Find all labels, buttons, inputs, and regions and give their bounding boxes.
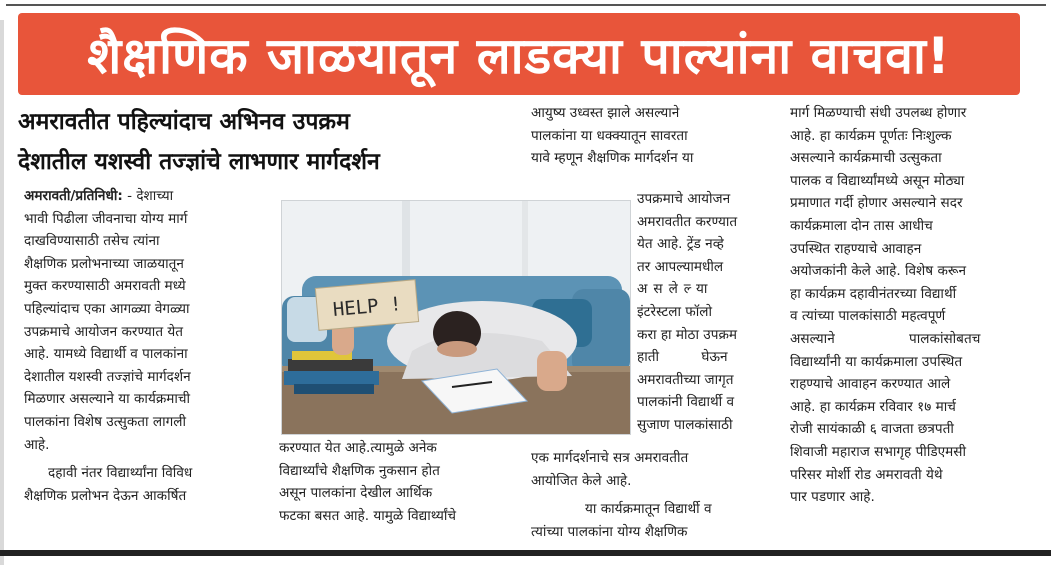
article-column-2	[279, 437, 511, 527]
text-line: व त्यांच्या पालकांसाठी महत्वपूर्ण	[790, 308, 946, 325]
text-line: आहे.	[24, 436, 50, 453]
headline-banner	[18, 13, 1020, 95]
article-column-4	[790, 102, 1024, 509]
text-line: कार्यक्रमाला दोन तास आधीच	[790, 217, 933, 234]
text-line: शैक्षणिक प्रलोभन देऊन आकर्षित	[24, 487, 187, 504]
text-line: तर आपल्यामधील	[637, 258, 724, 275]
article-column-3-narrow	[637, 188, 771, 437]
text-line: या कार्यक्रमातून विद्यार्थी व	[585, 501, 712, 518]
text-line: त्यांच्या पालकांना योग्य शैक्षणिक	[531, 523, 688, 540]
text-line: दाखविण्यासाठी तसेच त्यांना	[24, 233, 160, 250]
text-line: असून पालकांना देखील आर्थिक	[279, 485, 433, 502]
text-line: सुजाण पालकांसाठी	[637, 416, 733, 433]
text-line: असल्याने कार्यक्रमाची उत्सुकता	[790, 150, 942, 167]
text-line: असलेल्या	[637, 281, 714, 298]
subheadline-2: देशातील यशस्वी तज्ज्ञांचे लाभणार मार्गदर्शन	[18, 149, 380, 175]
text-line: शैक्षणिक प्रलोभनाच्या जाळयातून	[24, 255, 184, 272]
stressed-student-photo-icon	[282, 201, 630, 434]
text-line: राहण्याचे आवाहन करण्यात आले	[790, 376, 951, 393]
text-line: आयोजित केले आहे.	[531, 472, 632, 489]
article-column-3-bottom	[531, 447, 771, 543]
article-photo	[281, 200, 631, 435]
text-line: आहे. यामध्ये विद्यार्थी व पालकांना	[24, 346, 188, 363]
article-column-3-top	[531, 102, 771, 170]
text-line: आहे. हा कार्यक्रम रविवार १७ मार्च	[790, 398, 956, 415]
text-line: असल्याने पालकांसोबतच	[790, 330, 981, 347]
text-line: हा कार्यक्रम दहावीनंतरच्या विद्यार्थी	[790, 285, 957, 302]
text-line: आहे. हा कार्यक्रम पूर्णतः निःशुल्क	[790, 127, 952, 144]
text-line: भावी पिढीला जीवनाचा योग्य मार्ग	[24, 210, 188, 227]
article-column-1	[24, 185, 260, 507]
text-line: पालक व विद्यार्थ्यांमध्ये असून मोठ्या	[790, 172, 965, 189]
text-line: यावे म्हणून शैक्षणिक मार्गदर्शन या	[531, 150, 694, 167]
subheadline-1: अमरावतीत पहिल्यांदाच अभिनव उपक्रम	[18, 109, 350, 135]
column-1-paragraph-2	[24, 462, 260, 507]
text-line: अमरावतीच्या जागृत	[637, 371, 734, 388]
text-line: पालकांनी विद्यार्थी व	[637, 394, 735, 411]
text-line: दहावी नंतर विद्यार्थ्यांना विविध	[48, 465, 193, 482]
text-line: देशातील यशस्वी तज्ज्ञांचे मार्गदर्शन	[24, 368, 191, 385]
text-line: पालकांना विशेष उत्सुकता लागली	[24, 413, 186, 430]
dateline: अमरावती/प्रतिनिधी:	[24, 188, 123, 204]
text-line: इंटरेस्टला फॉलो	[637, 303, 713, 320]
text-line: प्रमाणात गर्दी होणार असल्याने सदर	[790, 195, 963, 212]
column-1-paragraph-1	[24, 185, 260, 456]
text-line: शिवाजी महाराज सभागृह पीडिएमसी	[790, 443, 966, 460]
bottom-divider	[0, 550, 1051, 556]
text-line: पालकांना या धक्क्यातून सावरता	[531, 127, 688, 144]
text-line: करण्यात येत आहे.त्यामुळे अनेक	[279, 440, 437, 456]
text-line: अयोजकांनी केले आहे. विशेष करून	[790, 263, 967, 280]
text-line: पहिल्यांदाच एका आगळ्या वेगळ्या	[24, 300, 190, 317]
text-line: मार्ग मिळण्याची संधी उपलब्ध होणार	[790, 105, 967, 121]
text-line: पार पडणार आहे.	[790, 489, 875, 506]
help-sign-text: HELP !	[332, 293, 403, 321]
text-line: अमरावती/प्रतिनिधी: - देशाच्या	[24, 188, 174, 204]
headline: शैक्षणिक जाळयातून लाडक्या पाल्यांना वाचवा!	[87, 27, 951, 85]
text-line: हाती घेऊन	[637, 349, 728, 366]
text-line: उपक्रमाचे आयोजन	[637, 191, 731, 207]
text-line: उपस्थित राहण्याचे आवाहन	[790, 240, 922, 257]
text-line: परिसर मोर्शी रोड अमरावती येथे	[790, 466, 943, 483]
text-line: एक मार्गदर्शनाचे सत्र अमरावतीत	[531, 450, 689, 466]
text-line: मुक्त करण्यासाठी अमरावती मध्ये	[24, 278, 186, 295]
text-line: रोजी सायंकाळी ६ वाजता छत्रपती	[790, 421, 954, 438]
text-line: मिळणार असल्याने या कार्यक्रमाची	[24, 391, 191, 408]
text-line: फटका बसत आहे. यामुळे विद्यार्थ्यांचे	[279, 507, 457, 524]
page-edge	[0, 20, 4, 565]
text-line: आयुष्य उध्वस्त झाले असल्याने	[531, 105, 680, 121]
text-line: विद्यार्थ्यांचे शैक्षणिक नुकसान होत	[279, 462, 440, 479]
text-line: विद्यार्थ्यांनी या कार्यक्रमाला उपस्थित	[790, 353, 963, 370]
text-line: येत आहे. ट्रेंड नव्हे	[637, 236, 724, 253]
text-line: उपक्रमाचे आयोजन करण्यात येत	[24, 323, 184, 340]
text-line: अमरावतीत करण्यात	[637, 213, 738, 230]
top-divider	[6, 4, 1046, 6]
text-line: करा हा मोठा उपक्रम	[637, 326, 738, 343]
